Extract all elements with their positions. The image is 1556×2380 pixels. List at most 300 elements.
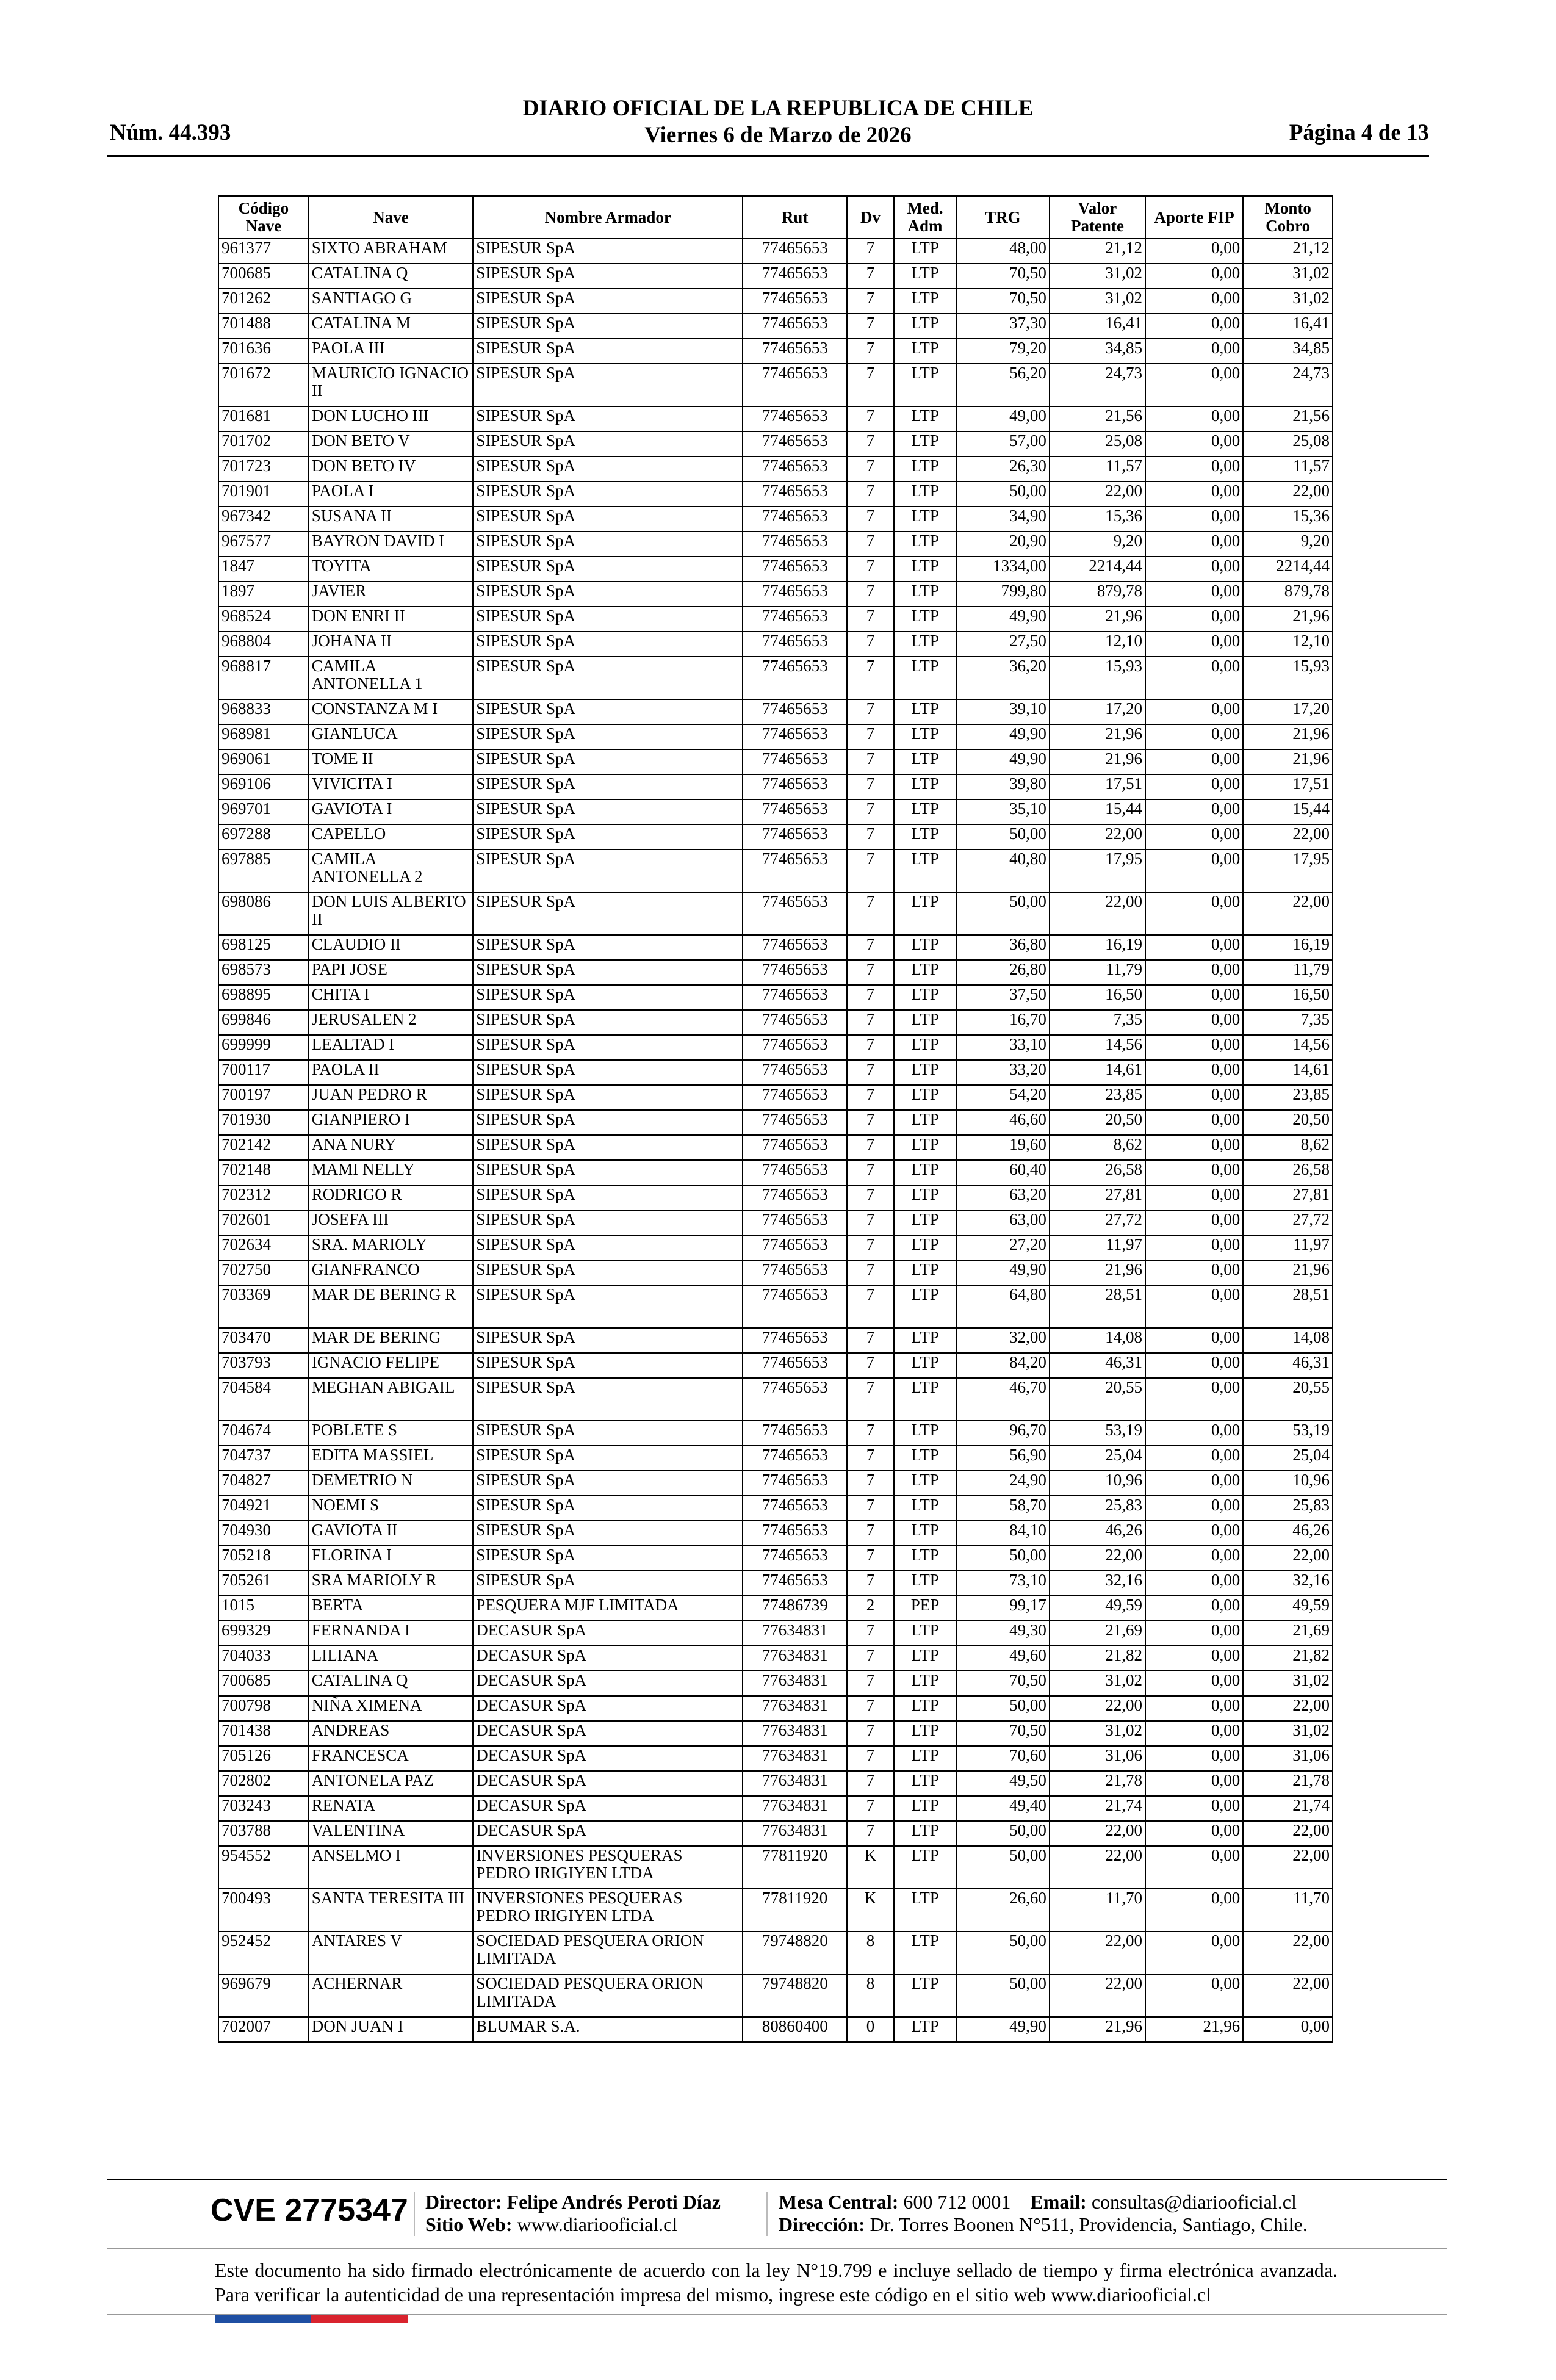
cell-monto-cobro: 22,00 <box>1243 1974 1333 2017</box>
cell-valor-patente: 32,16 <box>1050 1571 1145 1596</box>
cell-trg: 56,90 <box>956 1446 1050 1471</box>
cell-aporte-fip: 0,00 <box>1145 1010 1243 1035</box>
cell-rut: 77465653 <box>743 1110 847 1135</box>
cell-nave: GAVIOTA I <box>309 799 473 824</box>
col-header-codigo: Código Nave <box>218 196 309 239</box>
cell-trg: 50,00 <box>956 824 1050 849</box>
cell-valor-patente: 8,62 <box>1050 1135 1145 1160</box>
cell-trg: 19,60 <box>956 1135 1050 1160</box>
cell-med-adm: LTP <box>894 892 956 935</box>
cell-rut: 77465653 <box>743 1571 847 1596</box>
cell-dv: 7 <box>847 1210 894 1235</box>
cell-aporte-fip: 0,00 <box>1145 724 1243 749</box>
cell-trg: 26,60 <box>956 1889 1050 1931</box>
cell-rut: 77634831 <box>743 1796 847 1821</box>
cell-valor-patente: 21,96 <box>1050 2017 1145 2042</box>
cell-dv: 7 <box>847 1060 894 1085</box>
cell-trg: 24,90 <box>956 1471 1050 1496</box>
cell-nave: FLORINA I <box>309 1546 473 1571</box>
cell-codigo: 698573 <box>218 960 309 985</box>
table-row <box>218 406 1333 431</box>
cell-trg: 32,00 <box>956 1328 1050 1353</box>
address-label: Dirección: <box>779 2213 865 2235</box>
cell-codigo: 704827 <box>218 1471 309 1496</box>
cell-med-adm: LTP <box>894 1496 956 1521</box>
cell-codigo: 704930 <box>218 1521 309 1546</box>
cell-valor-patente: 17,51 <box>1050 774 1145 799</box>
cell-valor-patente: 21,12 <box>1050 239 1145 264</box>
cell-codigo: 697885 <box>218 849 309 892</box>
col-header-dv: Dv <box>847 196 894 239</box>
cell-rut: 77811920 <box>743 1889 847 1931</box>
table-row <box>218 1646 1333 1671</box>
cell-aporte-fip: 0,00 <box>1145 657 1243 699</box>
cell-aporte-fip: 0,00 <box>1145 1135 1243 1160</box>
cell-monto-cobro: 31,06 <box>1243 1746 1333 1771</box>
cell-valor-patente: 24,73 <box>1050 364 1145 406</box>
cell-codigo: 1847 <box>218 557 309 582</box>
cell-med-adm: PEP <box>894 1596 956 1621</box>
cell-monto-cobro: 53,19 <box>1243 1421 1333 1446</box>
cell-dv: 7 <box>847 1353 894 1378</box>
cell-trg: 40,80 <box>956 849 1050 892</box>
cell-monto-cobro: 27,72 <box>1243 1210 1333 1235</box>
cell-rut: 77465653 <box>743 1521 847 1546</box>
cell-trg: 33,20 <box>956 1060 1050 1085</box>
cell-nave: DON ENRI II <box>309 607 473 632</box>
cell-aporte-fip: 0,00 <box>1145 1378 1243 1421</box>
table-row <box>218 1471 1333 1496</box>
table-row <box>218 935 1333 960</box>
cell-codigo: 698895 <box>218 985 309 1010</box>
cell-valor-patente: 53,19 <box>1050 1421 1145 1446</box>
cell-armador: SIPESUR SpA <box>473 339 743 364</box>
table-row <box>218 632 1333 657</box>
cell-nave: DON BETO V <box>309 431 473 456</box>
cell-med-adm: LTP <box>894 960 956 985</box>
cell-codigo: 969679 <box>218 1974 309 2017</box>
cell-monto-cobro: 21,96 <box>1243 607 1333 632</box>
table-row <box>218 1035 1333 1060</box>
cell-valor-patente: 46,31 <box>1050 1353 1145 1378</box>
cell-codigo: 703470 <box>218 1328 309 1353</box>
cell-armador: SIPESUR SpA <box>473 824 743 849</box>
cell-aporte-fip: 0,00 <box>1145 1110 1243 1135</box>
cell-aporte-fip: 0,00 <box>1145 774 1243 799</box>
cell-valor-patente: 21,74 <box>1050 1796 1145 1821</box>
cell-dv: 7 <box>847 1546 894 1571</box>
cell-nave: JUAN PEDRO R <box>309 1085 473 1110</box>
cell-armador: PESQUERA MJF LIMITADA <box>473 1596 743 1621</box>
cell-aporte-fip: 0,00 <box>1145 1571 1243 1596</box>
cell-codigo: 1897 <box>218 582 309 607</box>
cell-codigo: 699999 <box>218 1035 309 1060</box>
cell-aporte-fip: 0,00 <box>1145 1821 1243 1846</box>
cell-nave: POBLETE S <box>309 1421 473 1446</box>
cell-trg: 49,60 <box>956 1646 1050 1671</box>
cell-rut: 77634831 <box>743 1646 847 1671</box>
cell-trg: 49,90 <box>956 607 1050 632</box>
cell-monto-cobro: 0,00 <box>1243 2017 1333 2042</box>
cell-armador: SIPESUR SpA <box>473 1160 743 1185</box>
cell-trg: 26,80 <box>956 960 1050 985</box>
cell-armador: INVERSIONES PESQUERAS PEDRO IRIGIYEN LTDA <box>473 1889 743 1931</box>
cell-nave: JOHANA II <box>309 632 473 657</box>
cell-monto-cobro: 20,55 <box>1243 1378 1333 1421</box>
cell-codigo: 702148 <box>218 1160 309 1185</box>
cell-med-adm: LTP <box>894 799 956 824</box>
cell-armador: SIPESUR SpA <box>473 1571 743 1596</box>
cell-armador: SOCIEDAD PESQUERA ORION LIMITADA <box>473 1974 743 2017</box>
cell-med-adm: LTP <box>894 264 956 289</box>
cell-trg: 70,50 <box>956 1721 1050 1746</box>
cell-armador: SIPESUR SpA <box>473 724 743 749</box>
cell-med-adm: LTP <box>894 1696 956 1721</box>
cell-codigo: 969106 <box>218 774 309 799</box>
cell-codigo: 704921 <box>218 1496 309 1521</box>
cell-armador: SIPESUR SpA <box>473 1421 743 1446</box>
cell-nave: PAOLA II <box>309 1060 473 1085</box>
cell-codigo: 1015 <box>218 1596 309 1621</box>
cell-monto-cobro: 14,08 <box>1243 1328 1333 1353</box>
cell-rut: 77465653 <box>743 1378 847 1421</box>
table-row <box>218 849 1333 892</box>
cell-nave: ANTONELA PAZ <box>309 1771 473 1796</box>
cell-trg: 27,50 <box>956 632 1050 657</box>
cell-dv: 7 <box>847 289 894 314</box>
table-row <box>218 1185 1333 1210</box>
cell-codigo: 967577 <box>218 532 309 557</box>
table-row <box>218 985 1333 1010</box>
cell-monto-cobro: 31,02 <box>1243 289 1333 314</box>
cell-med-adm: LTP <box>894 1931 956 1974</box>
cell-rut: 77634831 <box>743 1696 847 1721</box>
cell-nave: NOEMI S <box>309 1496 473 1521</box>
table-row <box>218 1696 1333 1721</box>
cell-trg: 48,00 <box>956 239 1050 264</box>
cell-codigo: 969701 <box>218 799 309 824</box>
cell-trg: 70,50 <box>956 264 1050 289</box>
cell-monto-cobro: 8,62 <box>1243 1135 1333 1160</box>
cell-med-adm: LTP <box>894 1210 956 1235</box>
cell-dv: 7 <box>847 507 894 532</box>
cell-trg: 35,10 <box>956 799 1050 824</box>
cell-valor-patente: 12,10 <box>1050 632 1145 657</box>
cell-nave: CONSTANZA M I <box>309 699 473 724</box>
cell-armador: SIPESUR SpA <box>473 1353 743 1378</box>
cell-rut: 77634831 <box>743 1821 847 1846</box>
cell-aporte-fip: 0,00 <box>1145 1931 1243 1974</box>
cell-valor-patente: 15,44 <box>1050 799 1145 824</box>
cell-valor-patente: 879,78 <box>1050 582 1145 607</box>
cell-aporte-fip: 0,00 <box>1145 507 1243 532</box>
cell-aporte-fip: 0,00 <box>1145 239 1243 264</box>
cell-rut: 77465653 <box>743 289 847 314</box>
cell-dv: 7 <box>847 582 894 607</box>
table-row <box>218 657 1333 699</box>
cell-med-adm: LTP <box>894 1328 956 1353</box>
cell-codigo: 968981 <box>218 724 309 749</box>
cell-nave: CATALINA Q <box>309 1671 473 1696</box>
cell-aporte-fip: 0,00 <box>1145 1353 1243 1378</box>
cell-dv: 7 <box>847 532 894 557</box>
cell-nave: PAPI JOSE <box>309 960 473 985</box>
cell-dv: 7 <box>847 1496 894 1521</box>
cell-valor-patente: 17,20 <box>1050 699 1145 724</box>
cell-armador: SIPESUR SpA <box>473 1546 743 1571</box>
cell-dv: 0 <box>847 2017 894 2042</box>
cell-valor-patente: 34,85 <box>1050 339 1145 364</box>
cell-armador: SIPESUR SpA <box>473 481 743 507</box>
cell-aporte-fip: 0,00 <box>1145 1696 1243 1721</box>
cell-rut: 77465653 <box>743 1446 847 1471</box>
cell-trg: 1334,00 <box>956 557 1050 582</box>
cell-valor-patente: 17,95 <box>1050 849 1145 892</box>
cell-med-adm: LTP <box>894 239 956 264</box>
cell-trg: 70,50 <box>956 1671 1050 1696</box>
table-row <box>218 724 1333 749</box>
cell-rut: 77465653 <box>743 1421 847 1446</box>
cell-armador: SIPESUR SpA <box>473 289 743 314</box>
cell-trg: 16,70 <box>956 1010 1050 1035</box>
cell-valor-patente: 7,35 <box>1050 1010 1145 1035</box>
cell-monto-cobro: 49,59 <box>1243 1596 1333 1621</box>
cell-med-adm: LTP <box>894 1035 956 1060</box>
cell-codigo: 702142 <box>218 1135 309 1160</box>
cell-valor-patente: 25,83 <box>1050 1496 1145 1521</box>
cell-codigo: 705261 <box>218 1571 309 1596</box>
cell-valor-patente: 20,55 <box>1050 1378 1145 1421</box>
cell-rut: 77465653 <box>743 239 847 264</box>
footer-contact-block <box>779 2191 1308 2236</box>
cell-trg: 799,80 <box>956 582 1050 607</box>
cell-aporte-fip: 0,00 <box>1145 1889 1243 1931</box>
cell-dv: 7 <box>847 557 894 582</box>
cell-trg: 33,10 <box>956 1035 1050 1060</box>
address-text: Dr. Torres Boonen N°511, Providencia, Santiago, Chile. <box>870 2213 1308 2235</box>
table-row <box>218 1521 1333 1546</box>
cell-nave: MAMI NELLY <box>309 1160 473 1185</box>
cell-dv: K <box>847 1889 894 1931</box>
cell-valor-patente: 31,02 <box>1050 1671 1145 1696</box>
cell-monto-cobro: 14,56 <box>1243 1035 1333 1060</box>
cell-trg: 63,20 <box>956 1185 1050 1210</box>
table-row <box>218 1421 1333 1446</box>
cell-valor-patente: 22,00 <box>1050 481 1145 507</box>
cell-aporte-fip: 0,00 <box>1145 1328 1243 1353</box>
cell-rut: 77465653 <box>743 1210 847 1235</box>
cell-nave: BAYRON DAVID I <box>309 532 473 557</box>
table-row <box>218 1746 1333 1771</box>
table-row <box>218 799 1333 824</box>
cell-rut: 77465653 <box>743 657 847 699</box>
cell-nave: PAOLA I <box>309 481 473 507</box>
cell-valor-patente: 21,56 <box>1050 406 1145 431</box>
table-row <box>218 557 1333 582</box>
cell-codigo: 697288 <box>218 824 309 849</box>
cell-monto-cobro: 11,97 <box>1243 1235 1333 1260</box>
table-row <box>218 1446 1333 1471</box>
cell-rut: 77465653 <box>743 960 847 985</box>
cell-codigo: 700197 <box>218 1085 309 1110</box>
cell-monto-cobro: 46,26 <box>1243 1521 1333 1546</box>
cell-codigo: 967342 <box>218 507 309 532</box>
cell-valor-patente: 21,96 <box>1050 1260 1145 1285</box>
table-row <box>218 239 1333 264</box>
cell-med-adm: LTP <box>894 1135 956 1160</box>
cell-armador: SIPESUR SpA <box>473 364 743 406</box>
table-row <box>218 699 1333 724</box>
cell-aporte-fip: 0,00 <box>1145 1285 1243 1328</box>
cell-trg: 37,50 <box>956 985 1050 1010</box>
cell-aporte-fip: 0,00 <box>1145 849 1243 892</box>
cell-rut: 77465653 <box>743 1085 847 1110</box>
cell-monto-cobro: 34,85 <box>1243 339 1333 364</box>
cell-armador: SIPESUR SpA <box>473 985 743 1010</box>
cell-trg: 46,60 <box>956 1110 1050 1135</box>
cell-nave: SUSANA II <box>309 507 473 532</box>
cell-rut: 77465653 <box>743 1035 847 1060</box>
cell-aporte-fip: 0,00 <box>1145 1846 1243 1889</box>
cell-valor-patente: 21,96 <box>1050 607 1145 632</box>
cell-rut: 77465653 <box>743 1496 847 1521</box>
cell-armador: SIPESUR SpA <box>473 1471 743 1496</box>
col-header-monto-cobro: Monto Cobro <box>1243 196 1333 239</box>
cell-trg: 54,20 <box>956 1085 1050 1110</box>
cell-valor-patente: 31,02 <box>1050 1721 1145 1746</box>
cell-trg: 34,90 <box>956 507 1050 532</box>
cell-monto-cobro: 27,81 <box>1243 1185 1333 1210</box>
cell-codigo: 701636 <box>218 339 309 364</box>
cell-med-adm: LTP <box>894 1185 956 1210</box>
cell-monto-cobro: 21,74 <box>1243 1796 1333 1821</box>
cell-armador: SIPESUR SpA <box>473 239 743 264</box>
cell-nave: TOME II <box>309 749 473 774</box>
web-link[interactable]: www.diariooficial.cl <box>517 2213 678 2235</box>
cell-dv: 2 <box>847 1596 894 1621</box>
cell-aporte-fip: 0,00 <box>1145 1746 1243 1771</box>
cell-trg: 27,20 <box>956 1235 1050 1260</box>
cell-monto-cobro: 21,56 <box>1243 406 1333 431</box>
cell-codigo: 701262 <box>218 289 309 314</box>
header-divider <box>107 155 1429 157</box>
cell-nave: NIÑA XIMENA <box>309 1696 473 1721</box>
cell-nave: LEALTAD I <box>309 1035 473 1060</box>
cell-nave: DON JUAN I <box>309 2017 473 2042</box>
cell-codigo: 701672 <box>218 364 309 406</box>
cell-med-adm: LTP <box>894 1085 956 1110</box>
cell-dv: 7 <box>847 1010 894 1035</box>
cell-nave: CAPELLO <box>309 824 473 849</box>
cell-monto-cobro: 31,02 <box>1243 1671 1333 1696</box>
cell-monto-cobro: 21,96 <box>1243 749 1333 774</box>
cell-dv: 7 <box>847 1771 894 1796</box>
cell-valor-patente: 22,00 <box>1050 892 1145 935</box>
cell-monto-cobro: 22,00 <box>1243 892 1333 935</box>
email-link[interactable]: consultas@diariooficial.cl <box>1091 2191 1297 2213</box>
table-row <box>218 1353 1333 1378</box>
cell-codigo: 701438 <box>218 1721 309 1746</box>
cell-rut: 77465653 <box>743 1546 847 1571</box>
issue-number: Núm. 44.393 <box>110 120 231 145</box>
cell-valor-patente: 21,78 <box>1050 1771 1145 1796</box>
cell-valor-patente: 22,00 <box>1050 1546 1145 1571</box>
cell-aporte-fip: 0,00 <box>1145 607 1243 632</box>
cell-nave: PAOLA III <box>309 339 473 364</box>
cell-valor-patente: 28,51 <box>1050 1285 1145 1328</box>
cell-armador: SIPESUR SpA <box>473 1035 743 1060</box>
table-row <box>218 314 1333 339</box>
cell-monto-cobro: 21,12 <box>1243 239 1333 264</box>
issue-date: Viernes 6 de Marzo de 2026 <box>644 123 912 148</box>
cell-trg: 36,80 <box>956 935 1050 960</box>
table-row <box>218 339 1333 364</box>
cell-aporte-fip: 0,00 <box>1145 431 1243 456</box>
cell-monto-cobro: 46,31 <box>1243 1353 1333 1378</box>
table-row <box>218 960 1333 985</box>
cell-monto-cobro: 879,78 <box>1243 582 1333 607</box>
cell-codigo: 699329 <box>218 1621 309 1646</box>
table-row <box>218 1235 1333 1260</box>
cell-valor-patente: 22,00 <box>1050 824 1145 849</box>
cell-armador: SIPESUR SpA <box>473 1135 743 1160</box>
table-row <box>218 1621 1333 1646</box>
cell-rut: 79748820 <box>743 1974 847 2017</box>
cell-monto-cobro: 20,50 <box>1243 1110 1333 1135</box>
cell-aporte-fip: 0,00 <box>1145 1421 1243 1446</box>
table-row <box>218 507 1333 532</box>
cell-monto-cobro: 10,96 <box>1243 1471 1333 1496</box>
cell-rut: 77465653 <box>743 557 847 582</box>
cell-aporte-fip: 0,00 <box>1145 289 1243 314</box>
table-row <box>218 1378 1333 1421</box>
cell-trg: 49,90 <box>956 1260 1050 1285</box>
table-row <box>218 289 1333 314</box>
cell-aporte-fip: 0,00 <box>1145 1596 1243 1621</box>
cell-valor-patente: 23,85 <box>1050 1085 1145 1110</box>
cell-codigo: 704033 <box>218 1646 309 1671</box>
cell-nave: EDITA MASSIEL <box>309 1446 473 1471</box>
cell-valor-patente: 15,93 <box>1050 657 1145 699</box>
cell-codigo: 969061 <box>218 749 309 774</box>
cell-armador: SIPESUR SpA <box>473 1110 743 1135</box>
cell-trg: 70,60 <box>956 1746 1050 1771</box>
cell-monto-cobro: 22,00 <box>1243 824 1333 849</box>
cell-dv: 8 <box>847 1931 894 1974</box>
cell-codigo: 704584 <box>218 1378 309 1421</box>
cell-trg: 39,10 <box>956 699 1050 724</box>
cell-armador: DECASUR SpA <box>473 1796 743 1821</box>
cell-armador: SIPESUR SpA <box>473 406 743 431</box>
cell-dv: 7 <box>847 724 894 749</box>
cell-armador: SIPESUR SpA <box>473 557 743 582</box>
cell-med-adm: LTP <box>894 699 956 724</box>
cell-monto-cobro: 14,61 <box>1243 1060 1333 1085</box>
cell-valor-patente: 46,26 <box>1050 1521 1145 1546</box>
cell-med-adm: LTP <box>894 557 956 582</box>
cell-codigo: 702802 <box>218 1771 309 1796</box>
table-row <box>218 749 1333 774</box>
table-row <box>218 264 1333 289</box>
cell-monto-cobro: 17,20 <box>1243 699 1333 724</box>
cell-rut: 79748820 <box>743 1931 847 1974</box>
cell-armador: SIPESUR SpA <box>473 431 743 456</box>
cell-nave: MEGHAN ABIGAIL <box>309 1378 473 1421</box>
cell-monto-cobro: 25,08 <box>1243 431 1333 456</box>
cell-med-adm: LTP <box>894 1721 956 1746</box>
cell-med-adm: LTP <box>894 1285 956 1328</box>
cell-armador: SIPESUR SpA <box>473 657 743 699</box>
